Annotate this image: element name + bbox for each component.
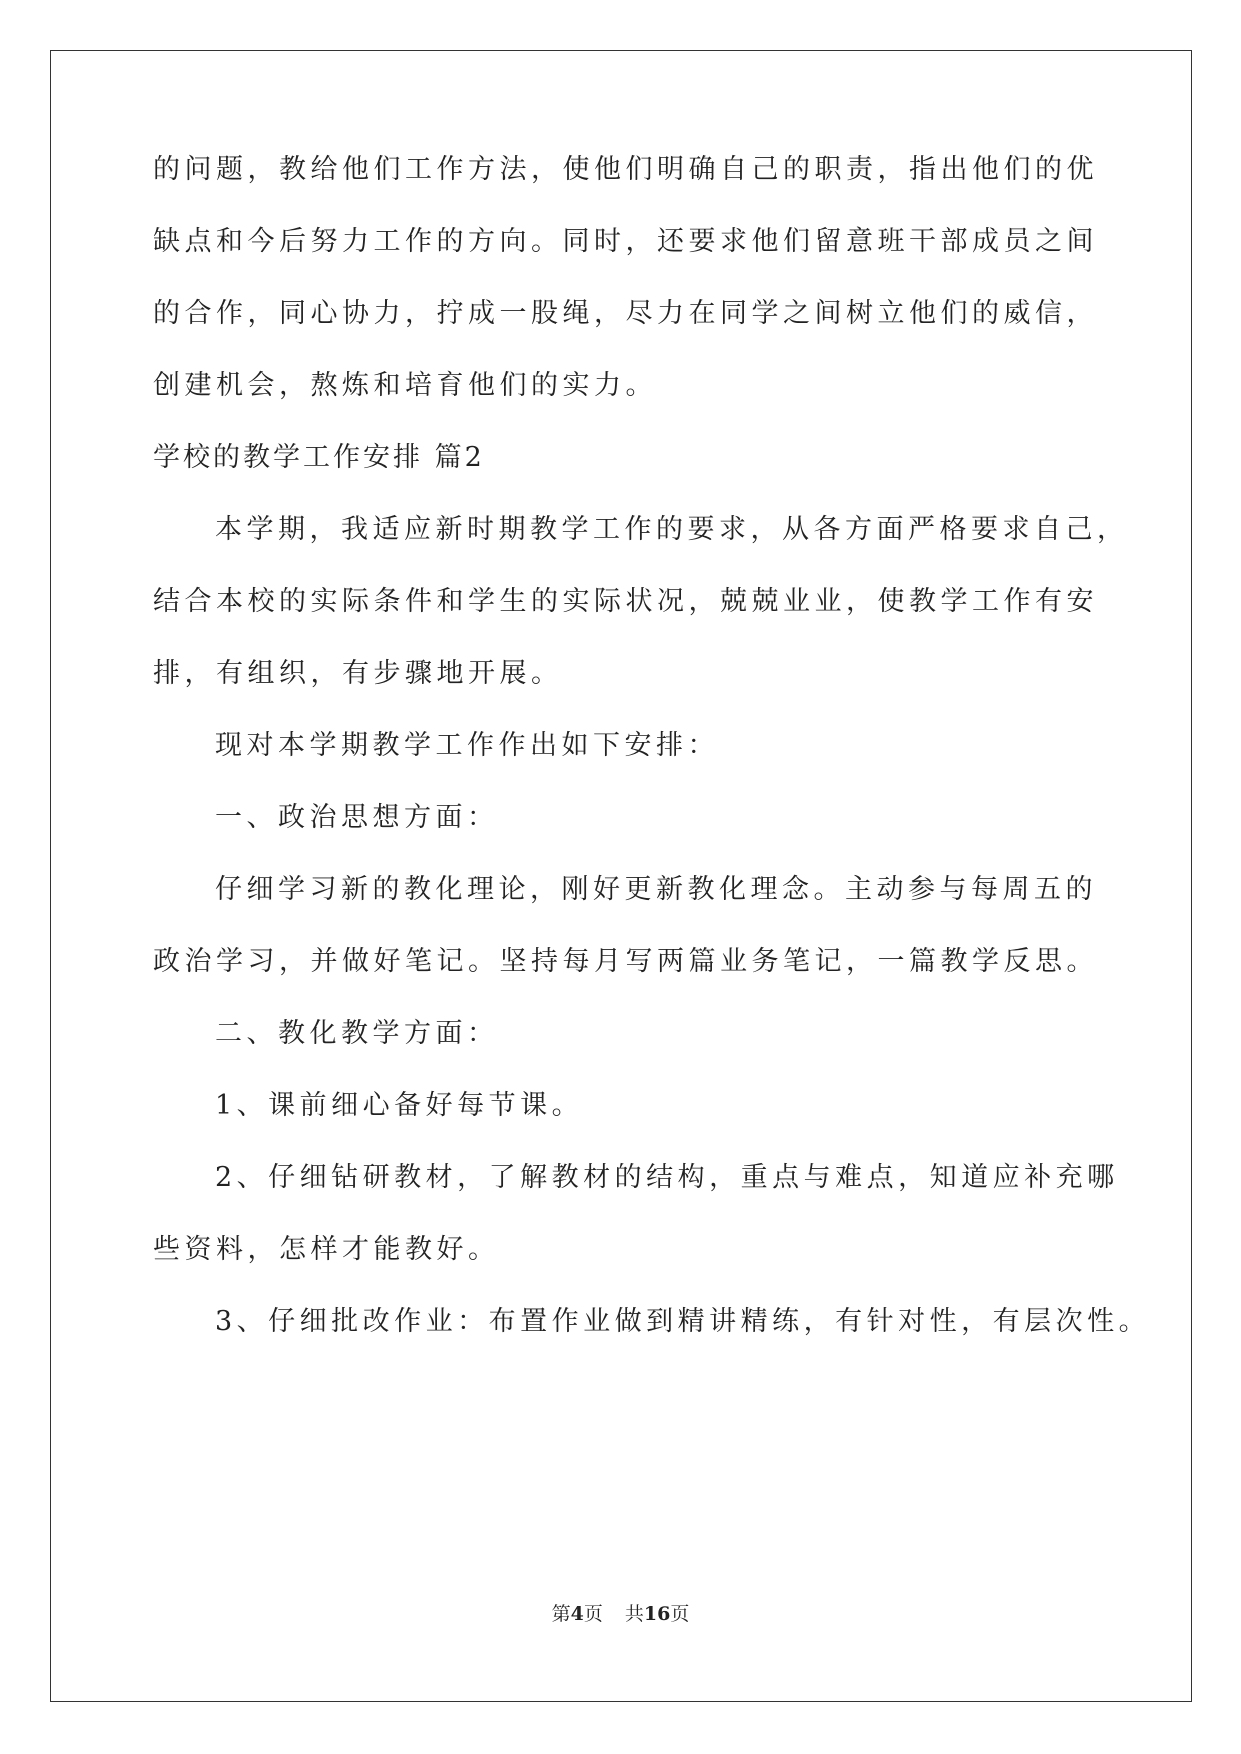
paragraph-line: 的合作，同心协力，拧成一股绳，尽力在同学之间树立他们的威信， [153, 298, 1098, 329]
page-prefix: 第 [551, 1603, 571, 1625]
page-footer [0, 1602, 1241, 1626]
paragraph-line: 些资料，怎样才能教好。 [153, 1234, 500, 1265]
list-item: 1、课前细心备好每节课。 [215, 1090, 584, 1121]
paragraph-line: 的问题，教给他们工作方法，使他们明确自己的职责，指出他们的优 [153, 154, 1098, 185]
subheading: 一、政治思想方面： [215, 802, 499, 833]
paragraph-line: 缺点和今后努力工作的方向。同时，还要求他们留意班干部成员之间 [153, 226, 1098, 257]
section-heading: 学校的教学工作安排 篇2 [153, 442, 485, 473]
paragraph-line: 本学期，我适应新时期教学工作的要求，从各方面严格要求自己， [215, 514, 1129, 545]
paragraph-line: 结合本校的实际条件和学生的实际状况，兢兢业业，使教学工作有安 [153, 586, 1098, 617]
total-suffix: 页 [670, 1603, 690, 1625]
paragraph-line: 政治学习，并做好笔记。坚持每月写两篇业务笔记，一篇教学反思。 [153, 946, 1098, 977]
paragraph-line: 仔细学习新的教化理论，刚好更新教化理念。主动参与每周五的 [215, 874, 1097, 905]
page-suffix: 页 [583, 1603, 603, 1625]
total-prefix: 共 [624, 1603, 644, 1625]
subheading: 二、教化教学方面： [215, 1018, 499, 1049]
paragraph-line: 现对本学期教学工作作出如下安排： [215, 730, 719, 761]
paragraph-line: 排，有组织，有步骤地开展。 [153, 658, 563, 689]
page-number: 4 [570, 1603, 584, 1625]
total-pages: 16 [643, 1603, 671, 1625]
list-item: 3、仔细批改作业：布置作业做到精讲精练，有针对性，有层次性。 [215, 1306, 1151, 1337]
list-item: 2、仔细钻研教材，了解教材的结构，重点与难点，知道应补充哪 [215, 1162, 1119, 1193]
paragraph-line: 创建机会，熬炼和培育他们的实力。 [153, 370, 657, 401]
